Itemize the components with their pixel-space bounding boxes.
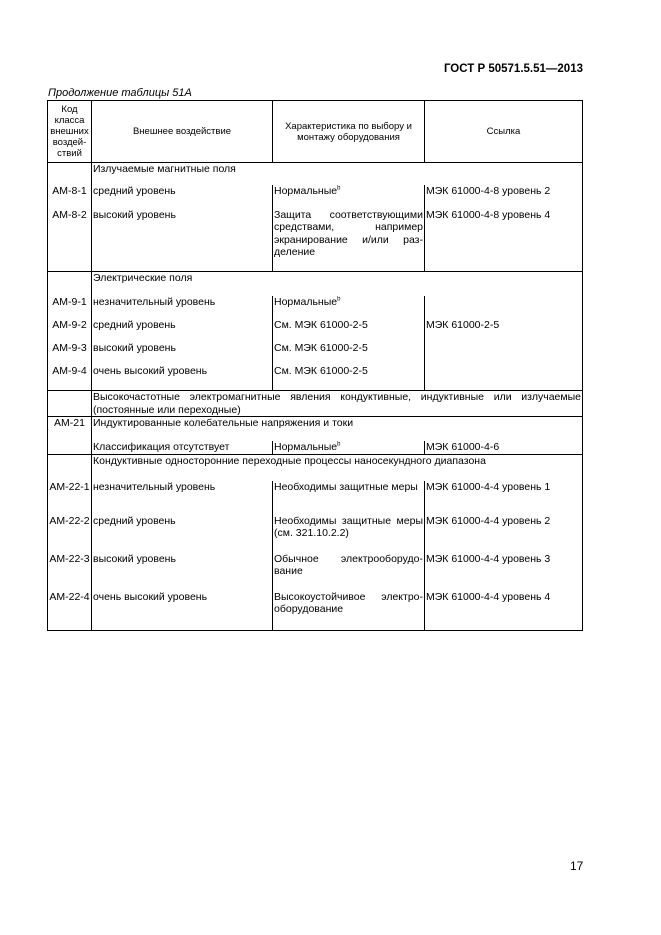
row-influence: средний уровень	[92, 515, 273, 553]
section-title: Кондуктивные односторонние переходные процессы наносекундного диапазона	[92, 455, 583, 481]
col-header-reference: Ссылка	[425, 101, 583, 163]
table-continuation-caption: Продолжение таблицы 51А	[48, 87, 192, 99]
col-header-influence: Внешнее воздействие	[92, 101, 273, 163]
row-influence: высокий уровень	[92, 342, 273, 365]
row-reference	[425, 365, 583, 391]
row-code: АМ-8-1	[48, 185, 92, 209]
row-characteristic: Защита соответствующими средствами, например экранирование и/или разделение	[273, 209, 425, 272]
row-influence: Классификация отсутствует	[92, 441, 273, 455]
row-characteristic: Необходимы защитные меры	[273, 481, 425, 515]
row-characteristic: Нормальные$^b$	[273, 441, 425, 455]
row-code: АМ-22-3	[48, 553, 92, 591]
col-header-characteristic: Характеристика по выбору и монтажу оборудования	[273, 101, 425, 163]
row-characteristic: Высокоустойчивое электрооборудование	[273, 591, 425, 631]
row-characteristic: Необходимы защитные меры (см. 321.10.2.2)	[273, 515, 425, 553]
section-code-cell	[48, 163, 92, 185]
row-code: АМ-9-3	[48, 342, 92, 365]
influence-table	[47, 100, 583, 631]
row-code	[48, 441, 92, 455]
row-reference: МЭК 61000-2-5	[425, 319, 583, 342]
row-characteristic: Нормальные$^b$	[273, 296, 425, 319]
section-title: Электрические поля	[92, 272, 583, 296]
row-reference	[425, 296, 583, 319]
row-code: АМ-22-4	[48, 591, 92, 631]
page-number: 17	[570, 859, 584, 873]
row-characteristic: Обычное электрооборудование	[273, 553, 425, 591]
row-code: АМ-9-2	[48, 319, 92, 342]
row-reference: МЭК 61000-4-6	[425, 441, 583, 455]
row-characteristic: Нормальные$^b$	[273, 185, 425, 209]
row-reference: МЭК 61000-4-8 уровень 4	[425, 209, 583, 272]
section-code: АМ-21	[48, 417, 92, 441]
row-code: АМ-8-2	[48, 209, 92, 272]
row-reference	[425, 342, 583, 365]
row-influence: высокий уровень	[92, 209, 273, 272]
row-code: АМ-9-1	[48, 296, 92, 319]
section-title: Индуктированные колебательные напряжения и токи	[92, 417, 583, 441]
col-header-code: Код класса внешних воздействий	[48, 101, 92, 163]
row-code: АМ-22-2	[48, 515, 92, 553]
row-influence: незначительный уровень	[92, 481, 273, 515]
row-influence: высокий уровень	[92, 553, 273, 591]
row-code: АМ-22-1	[48, 481, 92, 515]
row-influence: средний уровень	[92, 185, 273, 209]
row-reference: МЭК 61000-4-8 уровень 2	[425, 185, 583, 209]
section-code-cell	[48, 391, 92, 417]
row-influence: очень высокий уровень	[92, 591, 273, 631]
row-influence: незначительный уровень	[92, 296, 273, 319]
row-reference: МЭК 61000-4-4 уровень 4	[425, 591, 583, 631]
section-code-cell	[48, 455, 92, 481]
row-characteristic: См. МЭК 61000-2-5	[273, 342, 425, 365]
row-influence: очень высокий уровень	[92, 365, 273, 391]
row-influence: средний уровень	[92, 319, 273, 342]
row-characteristic: См. МЭК 61000-2-5	[273, 319, 425, 342]
row-code: АМ-9-4	[48, 365, 92, 391]
section-code-cell	[48, 272, 92, 296]
row-characteristic: См. МЭК 61000-2-5	[273, 365, 425, 391]
row-reference: МЭК 61000-4-4 уровень 1	[425, 481, 583, 515]
section-title: Излучаемые магнитные поля	[92, 163, 583, 185]
row-reference: МЭК 61000-4-4 уровень 2	[425, 515, 583, 553]
section-title: Высокочастотные электромагнитные явления кондуктивные, индуктивные или излучаемые (постоянные или переходные)	[93, 391, 581, 416]
row-reference: МЭК 61000-4-4 уровень 3	[425, 553, 583, 591]
document-header: ГОСТ Р 50571.5.51—2013	[443, 63, 583, 75]
